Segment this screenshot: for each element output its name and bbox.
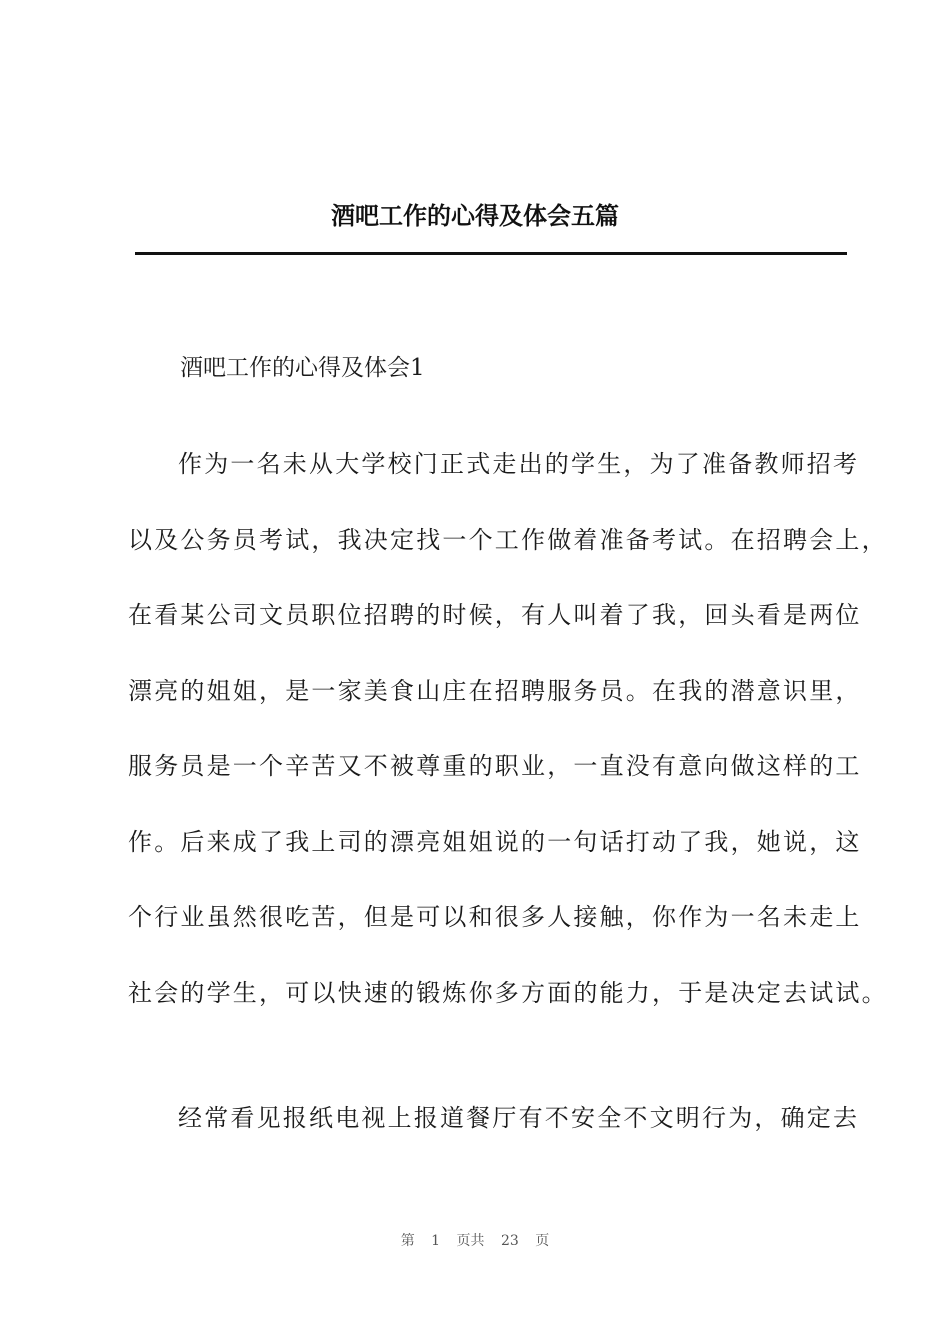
paragraph-line: 经常看见报纸电视上报道餐厅有不安全不文明行为，确定去 [178,1104,860,1132]
footer-total-pages: 23 [501,1233,519,1249]
paragraph-line: 以及公务员考试，我决定找一个工作做着准备考试。在招聘会上， [128,525,888,554]
paragraph-line: 服务员是一个辛苦又不被尊重的职业，一直没有意向做这样的工 [128,752,862,780]
footer-suffix: 页 [535,1233,550,1249]
footer-page-number: 1 [431,1233,441,1249]
section-heading: 酒吧工作的心得及体会1 [180,355,425,381]
paragraph-line: 社会的学生，可以快速的锻炼你多方面的能力，于是决定去试试。 [128,978,888,1007]
footer-prefix: 第 [400,1233,415,1249]
page-footer [0,1230,950,1250]
paragraph-line: 作。后来成了我上司的漂亮姐姐说的一句话打动了我，她说，这 [128,827,862,856]
paragraph-line: 在看某公司文员职位招聘的时候，有人叫着了我，回头看是两位 [128,601,862,629]
footer-middle: 页共 [456,1233,485,1249]
paragraph-line: 作为一名未从大学校门正式走出的学生，为了准备教师招考 [178,450,860,478]
title-underline-divider [135,252,847,255]
paragraph-2 [128,1102,860,1134]
paragraph-1 [128,427,888,1031]
document-title: 酒吧工作的心得及体会五篇 [331,201,619,230]
paragraph-line: 个行业虽然很吃苦，但是可以和很多人接触，你作为一名未走上 [128,903,862,931]
paragraph-line: 漂亮的姐姐，是一家美食山庄在招聘服务员。在我的潜意识里， [128,676,862,705]
